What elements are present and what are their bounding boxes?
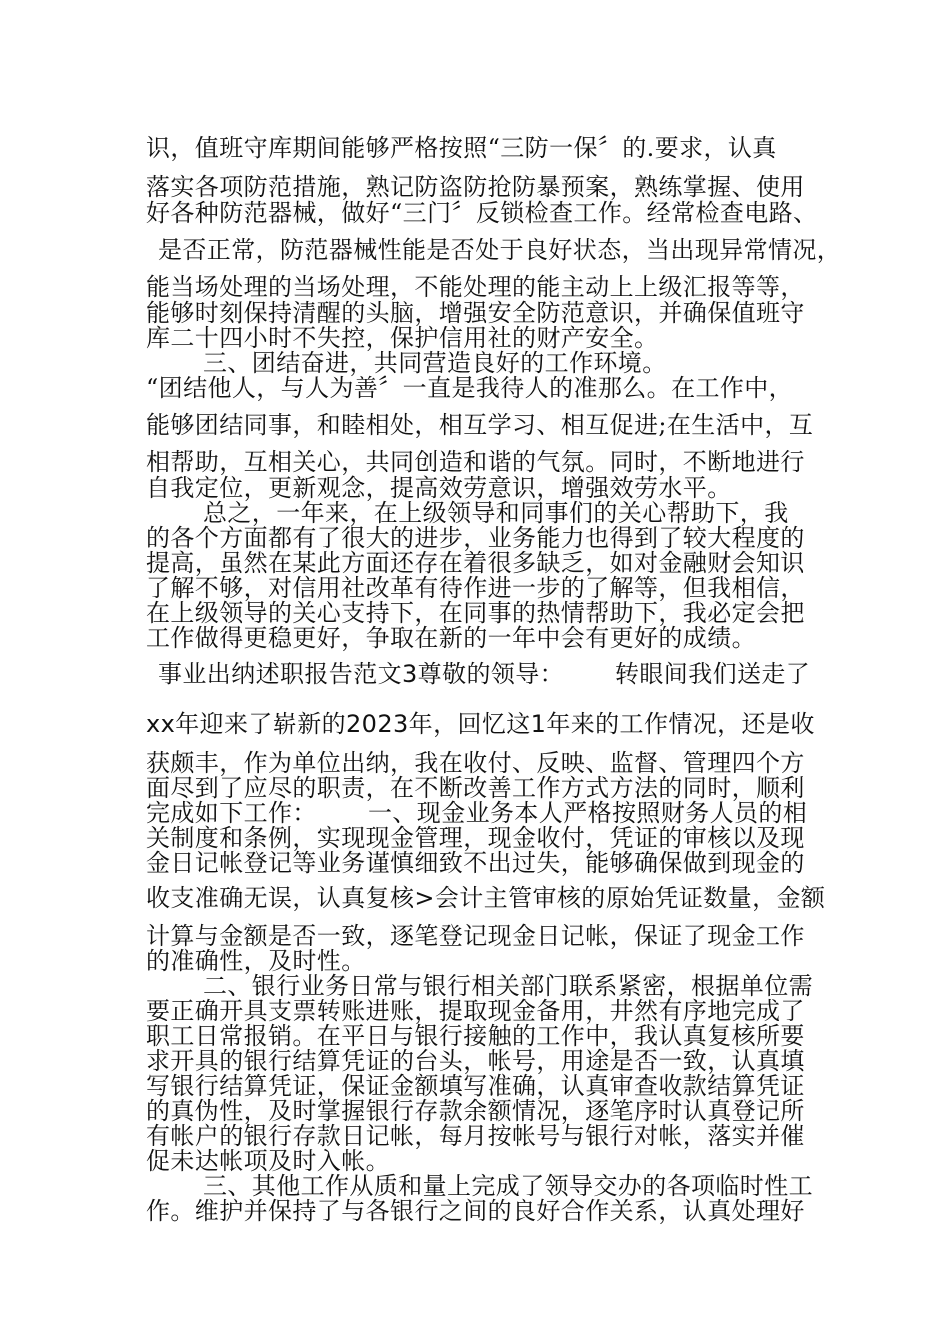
text-line: 计算与金额是否一致，逐笔登记现金日记帐，保证了现金工作 (146, 922, 805, 950)
text-line: 能够团结同事，和睦相处，相互学习、相互促进;在生活中，互 (146, 411, 814, 439)
text-line: 作。维护并保持了与各银行之间的良好合作关系，认真处理好 (146, 1197, 805, 1225)
text-line: 获颇丰，作为单位出纳，我在收付、反映、监督、管理四个方 (146, 749, 805, 777)
text-line: 的准确性，及时性。 (146, 947, 366, 975)
text-line: 关制度和条例，实现现金管理，现金收付，凭证的审核以及现 (146, 824, 805, 852)
text-line: 有帐户的银行存款日记帐，每月按帐号与银行对帐，落实并催 (146, 1122, 805, 1150)
text-line: 收支准确无误，认真复核>会计主管审核的原始凭证数量，金额 (146, 884, 826, 912)
text-line: 完成如下工作： (146, 799, 317, 827)
text-line: 工作做得更稳更好，争取在新的一年中会有更好的成绩。 (146, 624, 756, 652)
article-title: 事业出纳述职报告范文3尊敬的领导： (158, 660, 565, 688)
text-line: 的各个方面都有了很大的进步，业务能力也得到了较大程度的 (146, 524, 805, 552)
text-line: 识，值班守库期间能够严格按照“三防一保〞的.要求，认真 (146, 134, 777, 162)
text-line: 总之，一年来，在上级领导和同事们的关心帮助下，我 (203, 499, 789, 527)
text-line: 落实各项防范措施，熟记防盗防抢防暴预案，熟练掌握、使用 (146, 173, 805, 201)
text-line: 促未达帐项及时入帐。 (146, 1147, 390, 1175)
text-line: 是否正常，防范器械性能是否处于良好状态，当出现异常情况， (158, 236, 842, 264)
text-line: 转眼间我们送走了 (615, 660, 811, 688)
text-line: 职工日常报销。在平日与银行接触的工作中，我认真复核所要 (146, 1022, 805, 1050)
text-line: 金日记帐登记等业务谨慎细致不出过失，能够确保做到现金的 (146, 849, 805, 877)
text-line: 一、现金业务本人严格按照财务人员的相 (368, 799, 808, 827)
section-heading: 三、其他工作从质和量上完成了领导交办的各项临时性工 (203, 1172, 813, 1200)
text-line: “团结他人，与人为善〞一直是我待人的准那么。在工作中， (146, 374, 794, 402)
text-line: 了解不够，对信用社改革有待作进一步的了解等，但我相信， (146, 574, 805, 602)
text-line: 能够时刻保持清醒的头脑，增强安全防范意识，并确保值班守 (146, 299, 805, 327)
text-line: 求开具的银行结算凭证的台头，帐号，用途是否一致，认真填 (146, 1047, 805, 1075)
text-line: 提高，虽然在某此方面还存在着很多缺乏，如对金融财会知识 (146, 549, 805, 577)
text-line: 能当场处理的当场处理，不能处理的能主动上上级汇报等等， (146, 273, 805, 301)
text-line: 写银行结算凭证，保证金额填写准确，认真审查收款结算凭证 (146, 1072, 805, 1100)
section-heading: 二、银行业务日常与银行相关部门联系紧密，根据单位需 (203, 972, 813, 1000)
text-line: 自我定位，更新观念，提高效劳意识，增强效劳水平。 (146, 474, 732, 502)
text-line: 的真伪性，及时掌握银行存款余额情况，逐笔序时认真登记所 (146, 1097, 805, 1125)
text-line: 好各种防范器械，做好“三门〞反锁检查工作。经常检查电路、 (146, 199, 818, 227)
section-heading: 三、团结奋进，共同营造良好的工作环境。 (203, 349, 667, 377)
text-line: xx年迎来了崭新的2023年，回忆这1年来的工作情况，还是收 (146, 710, 815, 738)
text-line: 在上级领导的关心支持下，在同事的热情帮助下，我必定会把 (146, 599, 805, 627)
text-line: 面尽到了应尽的职责，在不断改善工作方式方法的同时，顺利 (146, 774, 805, 802)
text-line: 要正确开具支票转账进账，提取现金备用，井然有序地完成了 (146, 997, 805, 1025)
text-line: 相帮助，互相关心，共同创造和谐的气氛。同时，不断地进行 (146, 448, 805, 476)
text-line: 库二十四小时不失控，保护信用社的财产安全。 (146, 324, 659, 352)
